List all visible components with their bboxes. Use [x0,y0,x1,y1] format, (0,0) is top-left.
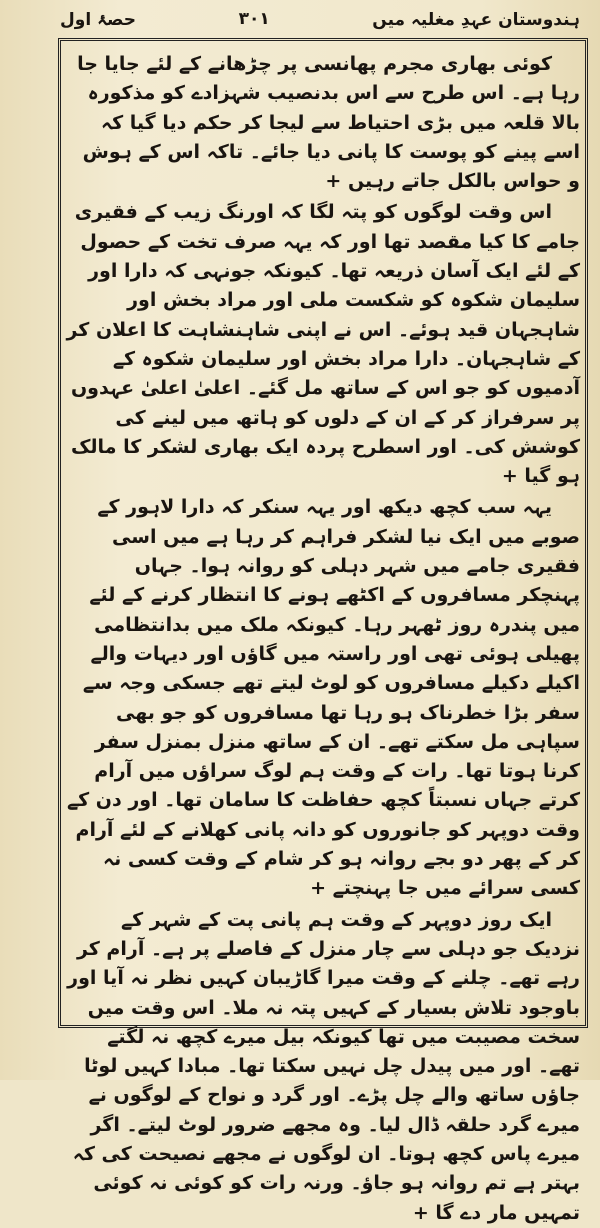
section-label: حصۂ اول [60,9,137,30]
running-title: ہندوستان عہدِ مغلیہ میں [372,9,580,30]
paragraph: یہہ سب کچھ دیکھ اور یہہ سنکر کہ دارا لاہور کے صوبے میں ایک نیا لشکر فراہم کر رہا ہے میں اسی فقیری جامے میں شہر دہلی کو روانہ ہوا۔ جہاں پہنچکر مسافروں کے اکٹھے ہونے کا انتظار کرنے کے لئے میں پندرہ روز ٹھہر رہا۔ کیونکہ ملک میں بدانتظامی پھیلی ہوئی تھی اور راستہ میں گاؤں اور دیہات والے اکیلے دکیلے مسافروں کو لوٹ لیتے تھے جسکی وجہ سے سفر بڑا خطرناک ہو رہا تھا مسافروں کو جو بھی سپاہی مل سکتے تھے۔ ان کے ساتھ منزل بمنزل سفر کرنا ہوتا تھا۔ رات کے وقت ہم لوگ سراؤں میں آرام کرتے جہاں نسبتاً کچھ حفاظت کا سامان تھا۔ اور دن کے وقت دوپہر کو جانوروں کو دانہ پانی کھلانے کے لئے آرام کر کے پھر دو بجے روانہ ہو کر شام کے وقت کسی نہ کسی سرائے میں جا پہنچتے + [66,496,580,900]
page-number: ۳۰۱ [238,9,270,29]
page-header [0,6,600,32]
paragraph: اس وقت لوگوں کو پتہ لگا کہ اورنگ زیب کے فقیری جامے کا کیا مقصد تھا اور کہ یہہ صرف تخت کے حصول کے لئے ایک آسان ذریعہ تھا۔ کیونکہ جونہی کہ دارا اور سلیمان شکوہ کو شکست ملی اور مراد بخش اور شاہجہان قید ہوئے۔ اس نے اپنی شاہنشاہت کا اعلان کر کے شاہجہان۔ دارا مراد بخش اور سلیمان شکوہ کے آدمیوں کو جو اس کے ساتھ مل گئے۔ اعلیٰ اعلیٰ عہدوں پر سرفراز کر کے ان کے دلوں کو ہاتھ میں لینے کی کوشش کی۔ اور اسطرح پردہ ایک بھاری لشکر کا مالک ہو گیا + [66,201,580,488]
body-text [66,50,580,1224]
paragraph: کوئی بھاری مجرم پھانسی پر چڑھانے کے لئے جایا جا رہا ہے۔ اس طرح سے اس بدنصیب شہزادے کو مذکورہ بالا قلعہ میں بڑی احتیاط سے لیجا کر حکم دیا گیا کہ اسے پینے کو پوست کا پانی دیا جائے۔ تاکہ اس کے ہوش و حواس بالکل جاتے رہیں + [77,53,580,193]
paragraph: ایک روز دوپہر کے وقت ہم پانی پت کے شہر کے نزدیک جو دہلی سے چار منزل کے فاصلے پر ہے۔ آرام کر رہے تھے۔ چلنے کے وقت میرا گاڑیبان کہیں نظر نہ آیا اور باوجود تلاش بسیار کے کہیں پتہ نہ ملا۔ اس وقت میں سخت مصیبت میں تھا کیونکہ بیل میرے کچھ نہ لگتے تھے۔ اور میں پیدل چل نہیں سکتا تھا۔ مبادا کہیں لوٹا جاؤں ساتھ والے چل پڑے۔ اور گرد و نواح کے لوگوں نے میرے گرد حلقہ ڈال لیا۔ وہ مجھے ضرور لوٹ لیتے۔ اگر میرے پاس کچھ ہوتا۔ ان لوگوں نے مجھے نصیحت کی کہ بہتر ہے تم روانہ ہو جاؤ۔ ورنہ رات کو کوئی نہ کوئی تمہیں مار دے گا + [67,908,580,1224]
